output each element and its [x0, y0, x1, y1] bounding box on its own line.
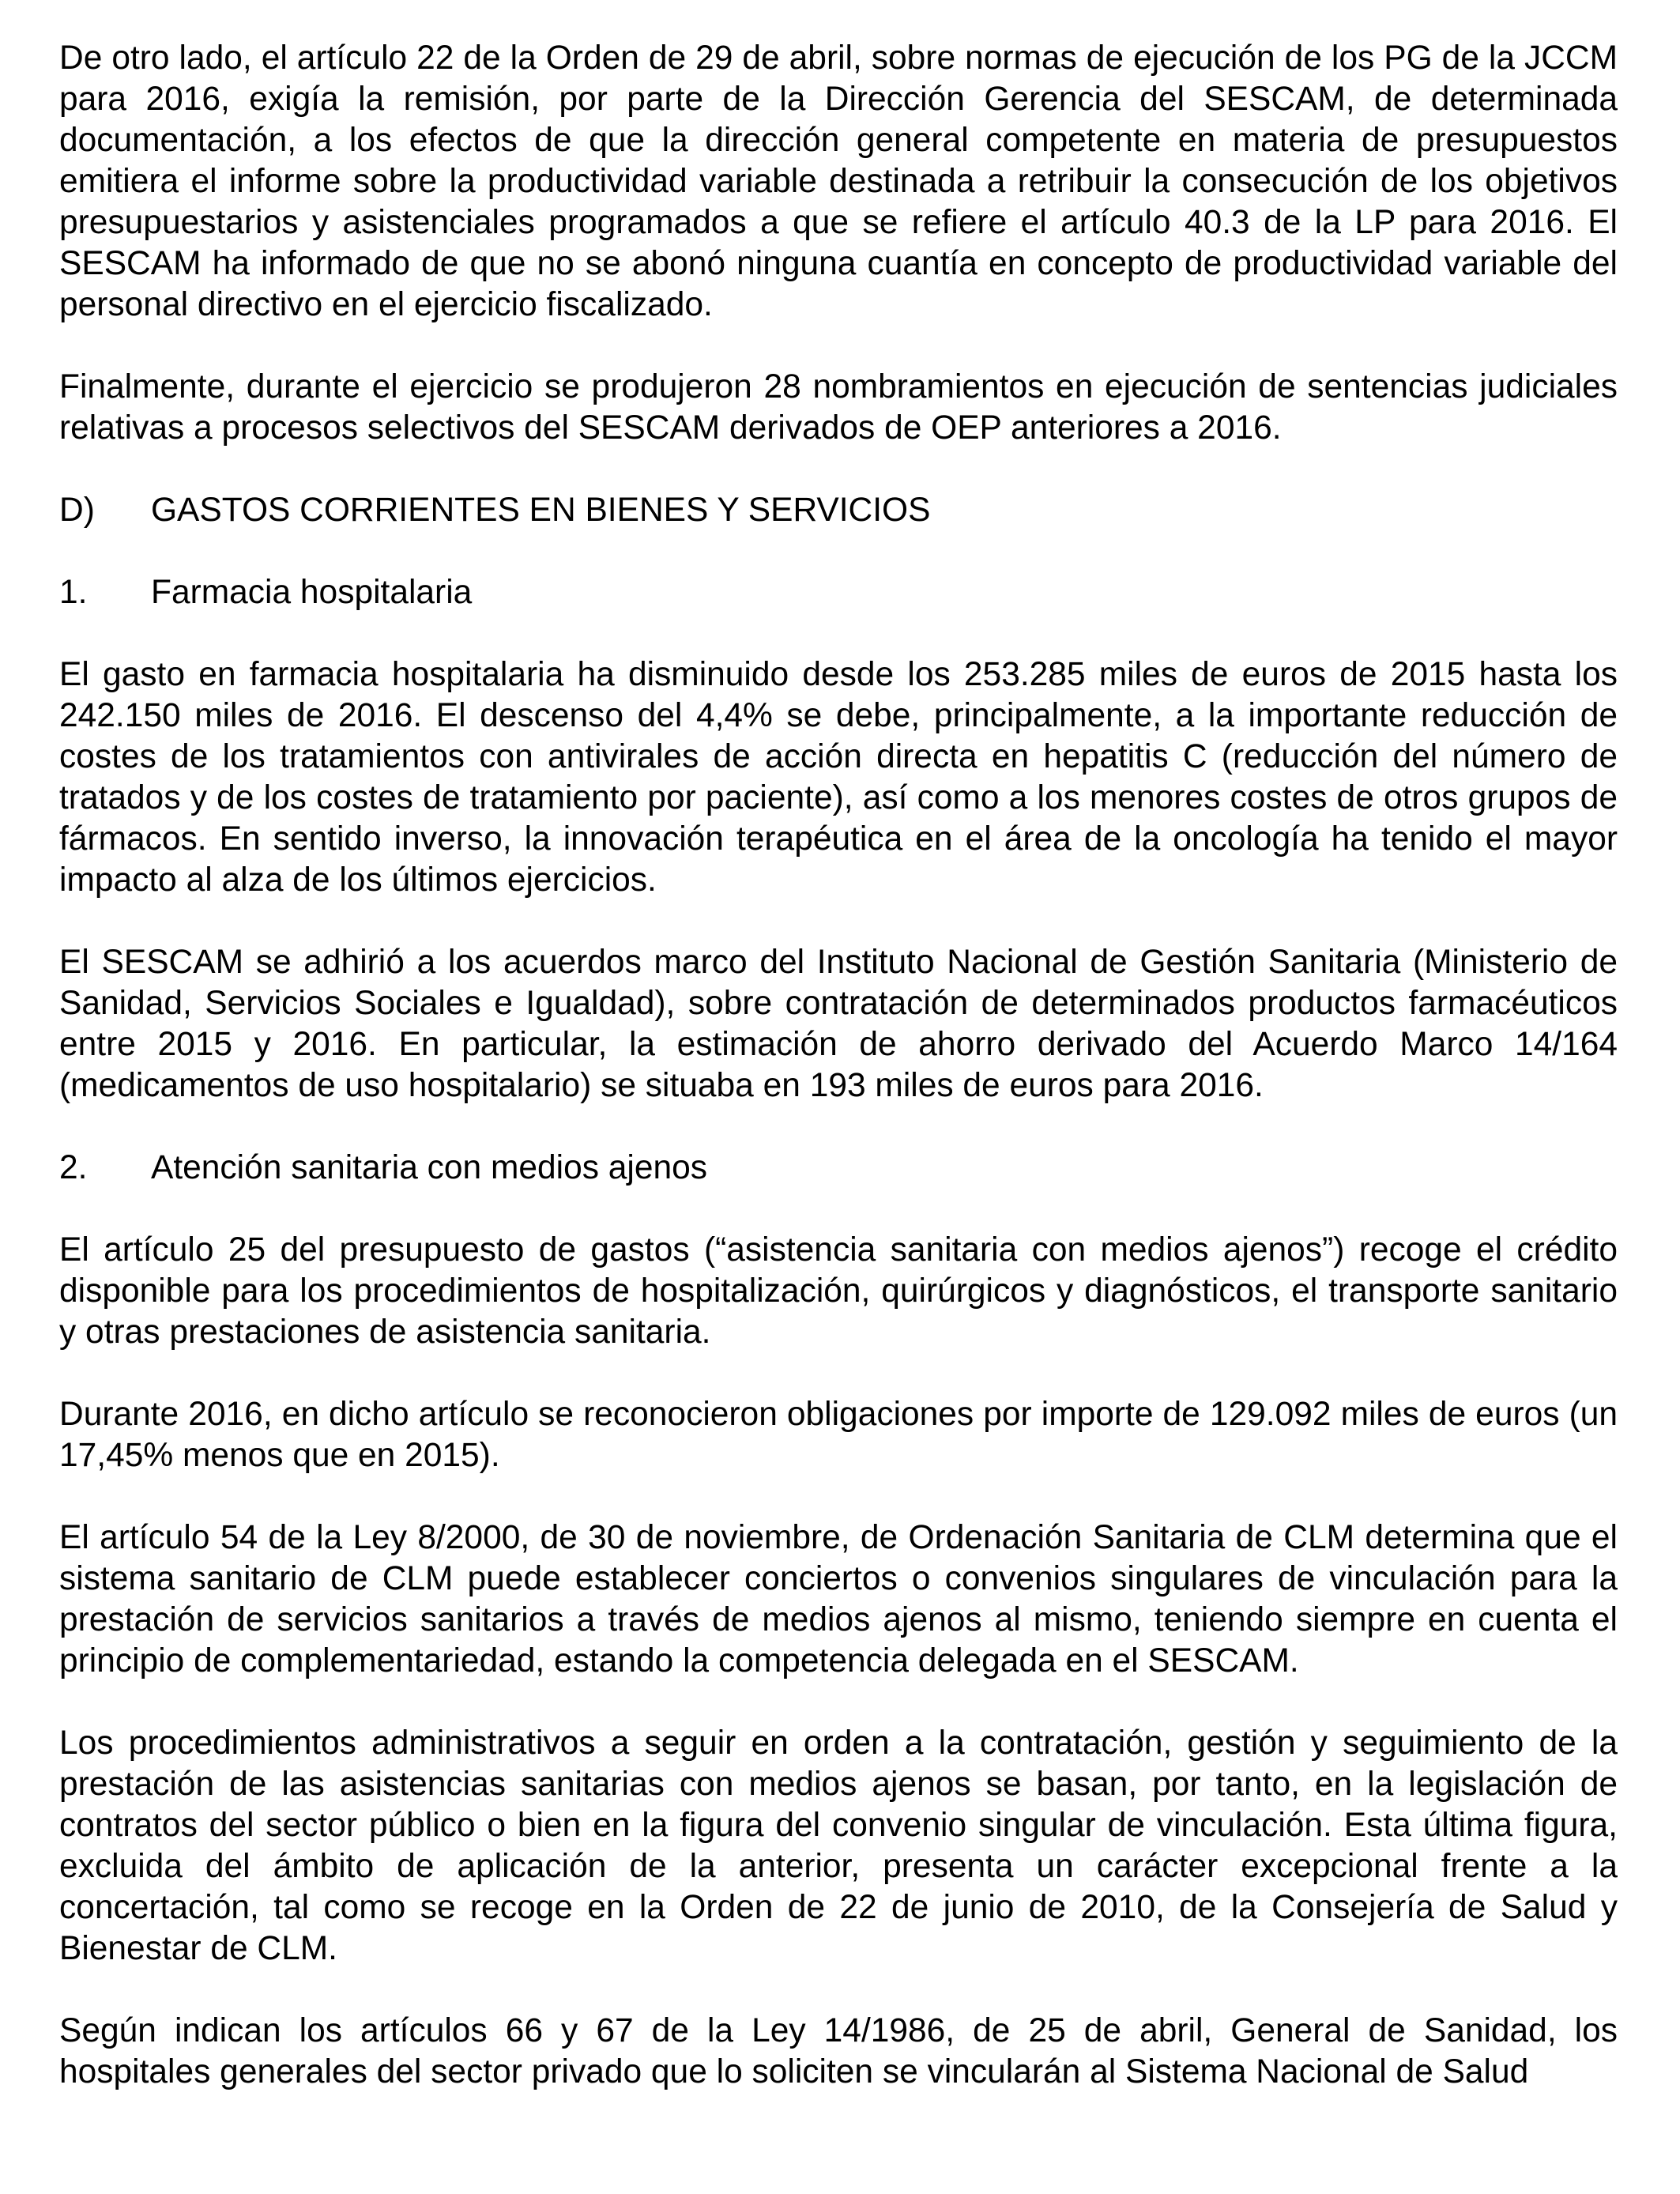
heading-number: 2.: [59, 1149, 88, 1186]
para-ley-ordenacion-sanitaria: El artículo 54 de la Ley 8/2000, de 30 de noviembre, de Ordenación Sanitaria de CLM determina que el sistema sanitario de CLM puede establecer conciertos o convenios singulares de vinculación para la prestación de servicios sanitarios a través de medios ajenos al mismo, teniendo siempre en cuenta el principio de complementariedad, estando la competencia delegada en el SESCAM.: [59, 1519, 1618, 1679]
heading-text: Atención sanitaria con medios ajenos: [151, 1149, 708, 1186]
heading-number: 1.: [59, 574, 88, 611]
para-acuerdos-marco: El SESCAM se adhirió a los acuerdos marco del Instituto Nacional de Gestión Sanitaria (Ministerio de Sanidad, Servicios Sociales e Igualdad), sobre contratación de determinados productos farmacéuticos entre 2015 y 2016. En particular, la estimación de ahorro derivado del Acuerdo Marco 14/164 (medicamentos de uso hospitalario) se situaba en 193 miles de euros para 2016.: [59, 944, 1618, 1104]
heading-farmacia-hospitalaria: [59, 572, 1618, 613]
para-procedimientos-administrativos: Los procedimientos administrativos a seguir en orden a la contratación, gestión y seguimiento de la prestación de las asistencias sanitarias con medios ajenos se basan, por tanto, en la legislación de contratos del sector público o bien en la figura del convenio singular de vinculación. Esta última figura, excluida del ámbito de aplicación de la anterior, presenta un carácter excepcional frente a la concertación, tal como se recoge en la Orden de 22 de junio de 2010, de la Consejería de Salud y Bienestar de CLM.: [59, 1725, 1618, 1967]
heading-text: Farmacia hospitalaria: [151, 574, 473, 611]
para-obligaciones-2016: Durante 2016, en dicho artículo se reconocieron obligaciones por importe de 129.092 miles de euros (un 17,45% menos que en 2015).: [59, 1396, 1618, 1474]
heading-text: GASTOS CORRIENTES EN BIENES Y SERVICIOS: [151, 492, 931, 529]
para-productividad-variable: De otro lado, el artículo 22 de la Orden de 29 de abril, sobre normas de ejecución de los PG de la JCCM para 2016, exigía la remisión, por parte de la Dirección Gerencia del SESCAM, de determinada documentación, a los efectos de que la dirección general competente en materia de presupuestos emitiera el informe sobre la productividad variable destinada a retribuir la consecución de los objetivos presupuestarios y asistenciales programados a que se refiere el artículo 40.3 de la LP para 2016. El SESCAM ha informado de que no se abonó ninguna cuantía en concepto de productividad variable del personal directivo en el ejercicio fiscalizado.: [59, 40, 1618, 323]
para-nombramientos: Finalmente, durante el ejercicio se produjeron 28 nombramientos en ejecución de sentencias judiciales relativas a procesos selectivos del SESCAM derivados de OEP anteriores a 2016.: [59, 368, 1618, 447]
para-ley-general-sanidad: Según indican los artículos 66 y 67 de la Ley 14/1986, de 25 de abril, General de Sanidad, los hospitales generales del sector privado que lo soliciten se vincularán al Sistema Nacional de Salud: [59, 2012, 1618, 2090]
heading-atencion-sanitaria: [59, 1148, 1618, 1189]
heading-number: D): [59, 492, 95, 529]
heading-gastos-corrientes: [59, 490, 1618, 531]
document-page: [59, 38, 1618, 2093]
para-articulo-25: El artículo 25 del presupuesto de gastos (“asistencia sanitaria con medios ajenos”) recoge el crédito disponible para los procedimientos de hospitalización, quirúrgicos y diagnósticos, el transporte sanitario y otras prestaciones de asistencia sanitaria.: [59, 1231, 1618, 1351]
para-gasto-farmacia: El gasto en farmacia hospitalaria ha disminuido desde los 253.285 miles de euros de 2015 hasta los 242.150 miles de 2016. El descenso del 4,4% se debe, principalmente, a la importante reducción de costes de los tratamientos con antivirales de acción directa en hepatitis C (reducción del número de tratados y de los costes de tratamiento por paciente), así como a los menores costes de otros grupos de fármacos. En sentido inverso, la innovación terapéutica en el área de la oncología ha tenido el mayor impacto al alza de los últimos ejercicios.: [59, 656, 1618, 899]
